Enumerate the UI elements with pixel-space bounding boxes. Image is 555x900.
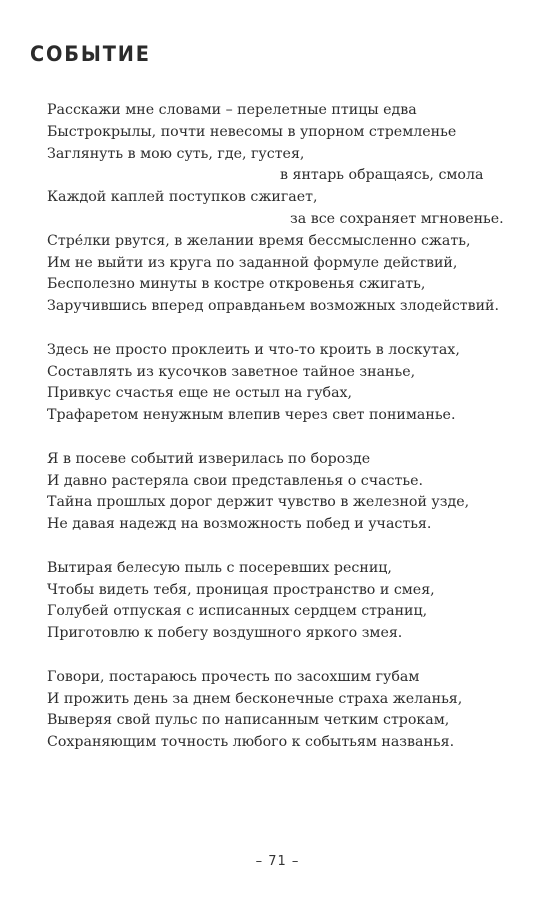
poem-line: Не давая надежд на возможность побед и участья. [47, 516, 432, 533]
poem-line: Говори, постараюсь прочесть по засохшим губам [47, 668, 420, 685]
poem-body [47, 100, 547, 776]
stanza [47, 667, 547, 754]
poem-line: Быстрокрылы, почти невесомы в упорном стремленье [47, 123, 457, 140]
stanza [47, 558, 547, 645]
poem-line: И прожить день за днем бесконечные страха желанья, [47, 690, 463, 707]
poem-line: Чтобы видеть тебя, проницая пространство и смея, [47, 581, 435, 598]
poem-line-indented: в янтарь обращаясь, смола [280, 167, 484, 184]
poem-line: Расскажи мне словами – перелетные птицы едва [47, 102, 417, 118]
poem-line: Сохраняющим точность любого к событьям названья. [47, 734, 455, 751]
stanza [47, 100, 547, 318]
page-number: – 71 – [255, 854, 300, 869]
poem-line: Бесполезно минуты в костре откровенья сжигать, [47, 276, 426, 293]
stanza [47, 449, 547, 536]
poem-line: Трафаретом ненужным влепив через свет пониманье. [47, 407, 456, 424]
poem-line: Составлять из кусочков заветное тайное знанье, [47, 363, 416, 380]
poem-line: Выверяя свой пульс по написанным четким строкам, [47, 712, 450, 729]
poem-line: Я в посеве событий изверилась по борозде [47, 450, 371, 467]
poem-line: Заручившись вперед оправданьем возможных злодействий. [47, 298, 500, 315]
poem-line: Заглянуть в мою суть, где, густея, [47, 145, 305, 162]
poem-line: Тайна прошлых дорог держит чувство в железной узде, [47, 494, 470, 511]
poem-title: СОБЫТИЕ [30, 42, 151, 66]
poem-line: Каждой каплей поступков сжигает, [47, 189, 318, 206]
poem-line: Привкус счастья еще не остыл на губах, [47, 385, 353, 402]
poem-line: И давно растеряла свои представленья о счастье. [47, 472, 423, 489]
stanza [47, 340, 547, 427]
poem-line: Им не выйти из круга по заданной формуле действий, [47, 254, 458, 271]
poem-line: Приготовлю к побегу воздушного яркого змея. [47, 625, 403, 642]
poem-line: Вытирая белесую пыль с посеревших ресниц, [47, 559, 392, 576]
poem-line: Голубей отпуская с исписанных сердцем страниц, [47, 603, 428, 620]
poem-line: Стре́лки рвутся, в желании время бессмысленно сжать, [47, 232, 471, 249]
poem-line-indented: за все сохраняет мгновенье. [290, 210, 504, 227]
poem-line: Здесь не просто проклеить и что-то кроить в лоскутах, [47, 341, 460, 358]
